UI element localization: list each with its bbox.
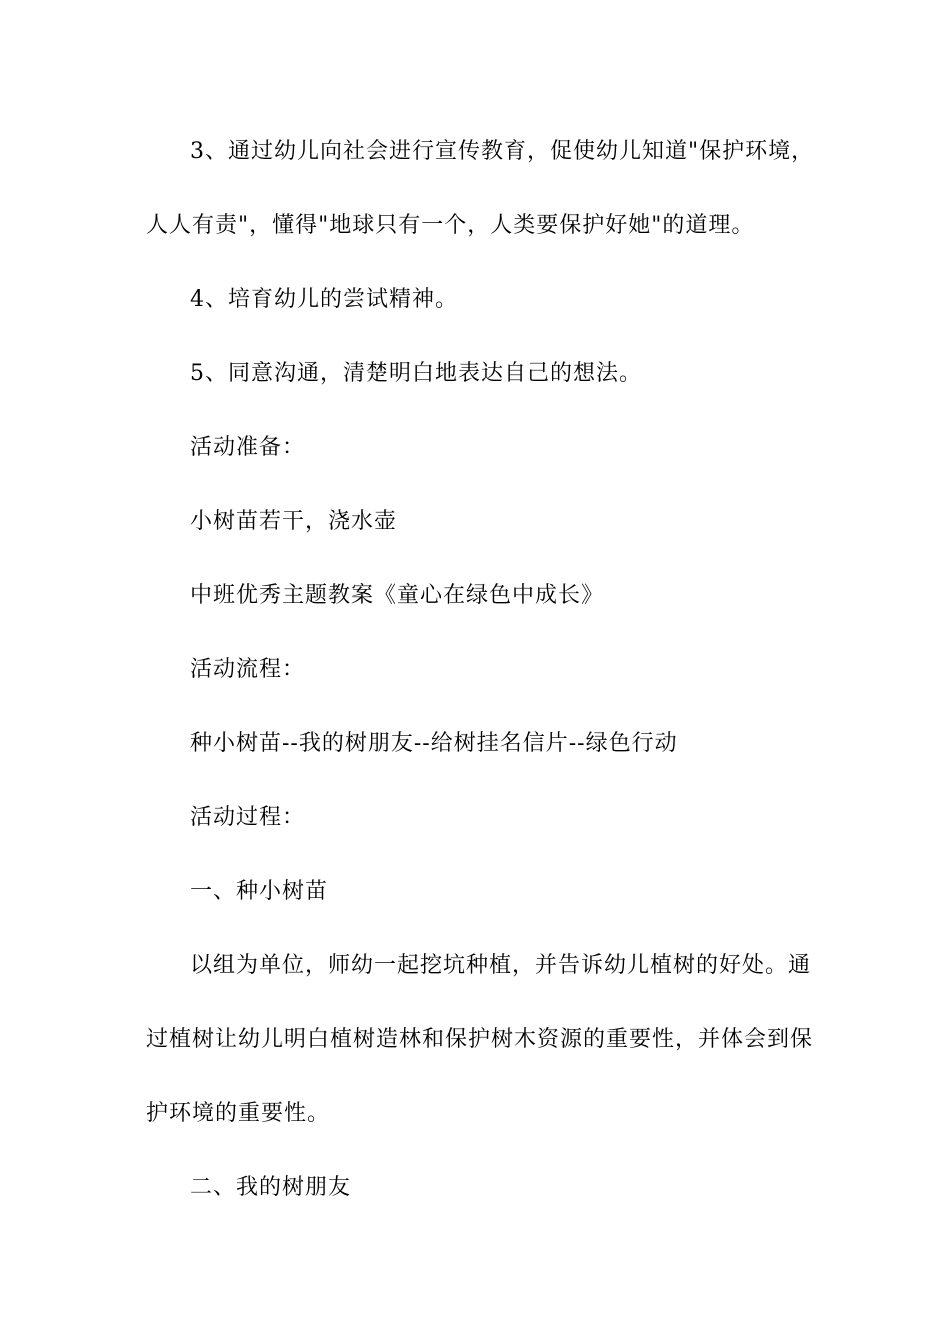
paragraph-line: 5、同意沟通，清楚明白地表达自己的想法。: [190, 361, 642, 386]
paragraph-line: 过植树让幼儿明白植树造林和保护树木资源的重要性，并体会到保: [146, 1027, 814, 1052]
section-heading: 活动流程：: [190, 657, 306, 682]
paragraph-line: 小树苗若干，浇水壶: [190, 509, 398, 534]
section-heading: 一、种小树苗: [190, 879, 329, 904]
paragraph-line: 4、培育幼儿的尝试精神。: [190, 287, 458, 312]
section-heading: 活动准备：: [190, 435, 306, 460]
paragraph-line: 种小树苗--我的树朋友--给树挂名信片--绿色行动: [190, 731, 678, 756]
paragraph-line: 护环境的重要性。: [146, 1101, 331, 1126]
paragraph-line: 中班优秀主题教案《童心在绿色中成长》: [190, 583, 605, 608]
paragraph-line: 人人有责"，懂得"地球只有一个，人类要保护好她"的道理。: [146, 213, 755, 238]
section-heading: 活动过程：: [190, 805, 306, 830]
paragraph-line: 3、通过幼儿向社会进行宣传教育，促使幼儿知道"保护环境，: [190, 139, 815, 164]
paragraph-line: 以组为单位，师幼一起挖坑种植，并告诉幼儿植树的好处。通: [190, 953, 812, 978]
section-heading: 二、我的树朋友: [190, 1175, 352, 1200]
